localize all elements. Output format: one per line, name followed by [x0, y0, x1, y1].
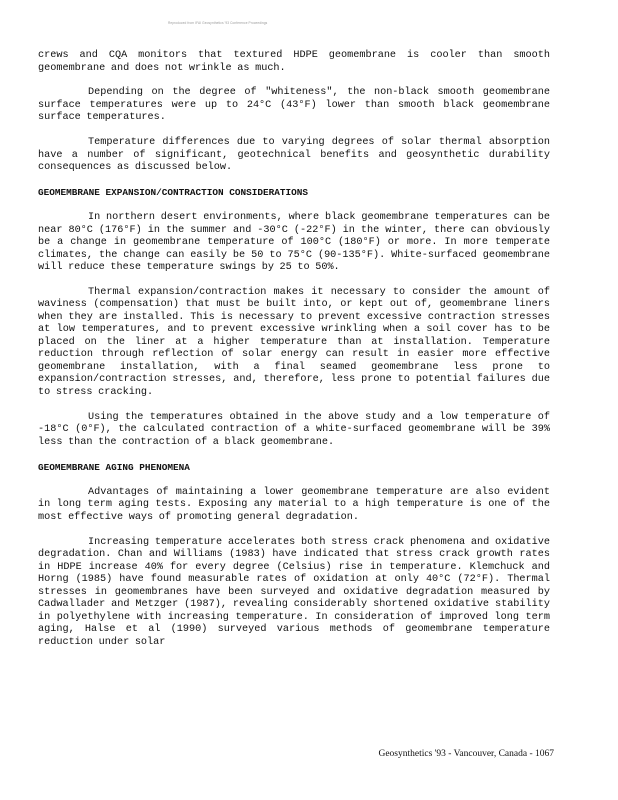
page-footer: Geosynthetics '93 - Vancouver, Canada - 1067: [378, 749, 554, 759]
paragraph: In northern desert environments, where black geomembrane temperatures can be near 80°C (176°F) in the summer and -30°C (-22°F) in the winter, there can obviously be a change in geomembrane temperature of 100°C (180°F) or more. In more temperate climates, the change can easily be 50 to 75°C (90-135°F). White-surfaced geomembrane will reduce these temperature swings by 25 to 50%.: [38, 212, 550, 274]
paragraph: Increasing temperature accelerates both stress crack phenomena and oxidative degradation. Chan and Williams (1983) have indicated that stress crack growth rates in HDPE increase 40% for every degree (Celsius) rise in temperature. Klemchuck and Horng (1985) have found measurable rates of oxidation at only 40°C (72°F). Thermal stresses in geomembranes have been surveyed and oxidative degradation measured by Cadwallader and Metzger (1987), revealing considerably shortened oxidative stability in polyethylene with increasing temperature. In consideration of improved long term aging, Halse et al (1990) surveyed various methods of geomembrane temperature reduction under solar: [38, 536, 550, 648]
paragraph: Temperature differences due to varying degrees of solar thermal absorption have a number of significant, geotechnical benefits and geosynthetic durability consequences as discussed below.: [38, 137, 550, 174]
section-heading: GEOMEMBRANE AGING PHENOMENA: [38, 461, 190, 473]
section-heading: GEOMEMBRANE EXPANSION/CONTRACTION CONSIDERATIONS: [38, 187, 309, 199]
paragraph: Advantages of maintaining a lower geomembrane temperature are also evident in long term aging tests. Exposing any material to a high temperature is one of the most effective ways of promoting general degradation.: [38, 486, 550, 523]
paragraph: Depending on the degree of "whiteness", the non-black smooth geomembrane surface temperatures were up to 24°C (43°F) lower than smooth black geomembrane surface temperatures.: [38, 87, 550, 124]
paragraph: Using the temperatures obtained in the above study and a low temperature of -18°C (0°F), the calculated contraction of a white-surfaced geomembrane will be 39% less than the contraction of a black geomembrane.: [38, 411, 550, 448]
paragraph: Thermal expansion/contraction makes it necessary to consider the amount of waviness (compensation) that must be built into, or kept out of, geomembrane liners when they are installed. This is necessary to prevent excessive contraction stresses at low temperatures, and to prevent excessive wrinkling when a soil cover has to be placed on the liner at a higher temperature than at installation. Temperature reduction through reflection of solar energy can result in easier more effective geomembrane installation, with a final seamed geomembrane less prone to expansion/contraction stresses, and, therefore, less prone to potential failures due to stress cracking.: [38, 286, 550, 398]
paragraph: crews and CQA monitors that textured HDPE geomembrane is cooler than smooth geomembrane and does not wrinkle as much.: [38, 50, 550, 74]
body-text: [38, 50, 550, 661]
watermark: Reproduced from IFAI Geosynthetics '93 Conference Proceedings: [168, 21, 268, 25]
